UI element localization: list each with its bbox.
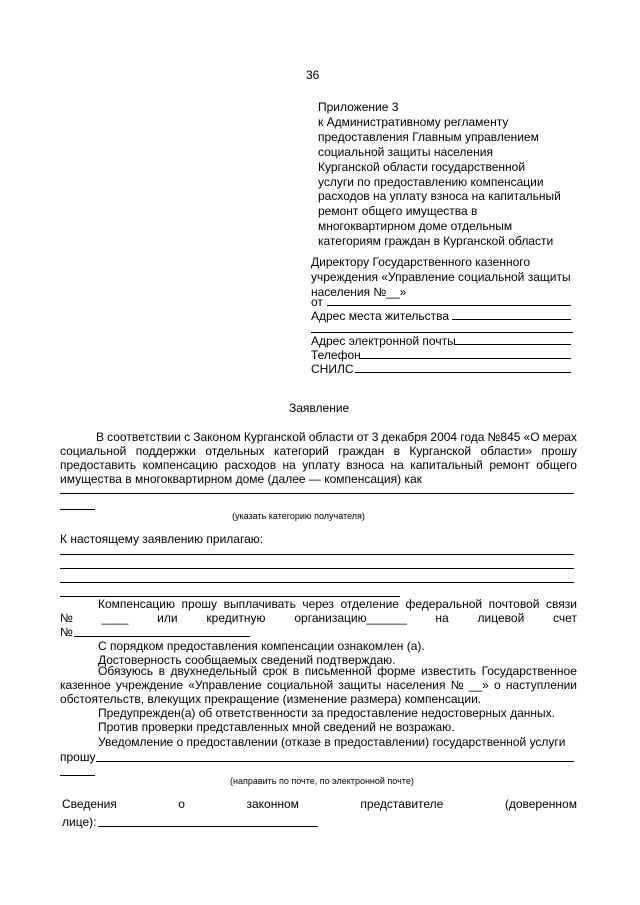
addressee-line: населения №__»: [311, 285, 407, 299]
page-number: 36: [306, 68, 320, 82]
category-field-extra[interactable]: [60, 509, 95, 510]
from-field[interactable]: [327, 305, 571, 306]
attach-field-3[interactable]: [60, 582, 574, 583]
appendix-line: ремонт общего имущества в: [318, 204, 478, 219]
email-label: Адрес электронной почты: [311, 334, 456, 348]
category-hint: (указать категорию получателя): [232, 511, 365, 521]
representative-line-1: Сведения о законном представителе (доверенном: [62, 797, 577, 811]
snils-label: СНИЛС: [311, 362, 354, 376]
payment-line-1: Компенсацию прошу выплачивать через отделение федеральной почтовой связи: [98, 597, 577, 611]
address-field[interactable]: [452, 319, 571, 320]
oblige-line-3: обстоятельств, влекущих прекращение (изменение размера) компенсации.: [60, 692, 482, 706]
appendix-line: расходов на уплату взноса на капитальный: [318, 189, 561, 204]
intro-line-1: В соответствии с Законом Курганской области от 3 декабря 2004 года №845 «О мерах: [96, 430, 577, 444]
appendix-line: Приложение 3: [318, 100, 399, 114]
representative-label: лице):: [62, 815, 97, 829]
intro-line-2: социальной поддержки отдельных категорий граждан в Курганской области» прошу: [60, 444, 577, 458]
notify-method-field[interactable]: [96, 761, 574, 762]
appendix-line: предоставления Главным управлением: [318, 129, 539, 144]
request-label: прошу: [60, 750, 96, 764]
appendix-block: [318, 100, 561, 249]
account-field[interactable]: [74, 636, 250, 637]
appendix-line: социальной защиты населения: [318, 144, 493, 159]
payment-line-2: № ____ или кредитную организацию______ на лицевой счет: [60, 611, 577, 625]
phone-label: Телефон: [311, 348, 361, 362]
email-field[interactable]: [455, 344, 571, 345]
familiar-statement: С порядком предоставления компенсации ознакомлен (а).: [98, 639, 425, 653]
oblige-line-2: казенное учреждение «Управление социальной защиты населения № __» о наступлении: [60, 678, 577, 692]
attach-label: К настоящему заявлению прилагаю:: [60, 532, 264, 546]
no-objection-statement: Против проверки представленных мной сведений не возражаю.: [98, 720, 455, 734]
appendix-line: к Административному регламенту: [318, 114, 509, 129]
phone-field[interactable]: [360, 358, 571, 359]
addressee-line: учреждения «Управление социальной защиты: [311, 270, 571, 284]
address-label: Адрес места жительства: [311, 309, 450, 323]
appendix-line: категориям граждан в Курганской области: [318, 234, 554, 249]
notify-method-field-extra[interactable]: [60, 775, 95, 776]
category-field[interactable]: [60, 493, 574, 494]
attach-field-1[interactable]: [60, 554, 574, 555]
appendix-line: многоквартирном доме отдельным: [318, 219, 513, 234]
intro-line-3: предоставить компенсацию расходов на уплату взноса на капитальный ремонт общего: [60, 458, 577, 472]
appendix-line: услуги по предоставлению компенсации: [318, 174, 544, 189]
addressee-line: Директору Государственного казенного: [311, 255, 531, 269]
account-label: №: [60, 625, 73, 639]
snils-field[interactable]: [355, 372, 571, 373]
oblige-line-1: Обязуюсь в двухнедельный срок в письменной форме известить Государственное: [98, 664, 577, 678]
notify-hint: (направить по почте, по электронной почте): [230, 776, 414, 786]
appendix-line: Курганской области государственной: [318, 159, 526, 174]
document-title: Заявление: [289, 401, 350, 415]
notify-statement: Уведомление о предоставлении (отказе в предоставлении) государственной услуги: [98, 735, 566, 749]
attach-field-2[interactable]: [60, 568, 574, 569]
from-label: от: [311, 295, 323, 309]
representative-field[interactable]: [98, 826, 318, 827]
warned-statement: Предупрежден(а) об ответственности за предоставление недостоверных данных.: [98, 706, 556, 720]
address-field-extra[interactable]: [311, 332, 573, 333]
confirm-statement: Достоверность сообщаемых сведений подтверждаю.: [98, 653, 396, 667]
intro-line-4: имущества в многоквартирном доме (далее — компенсация) как: [60, 472, 422, 486]
